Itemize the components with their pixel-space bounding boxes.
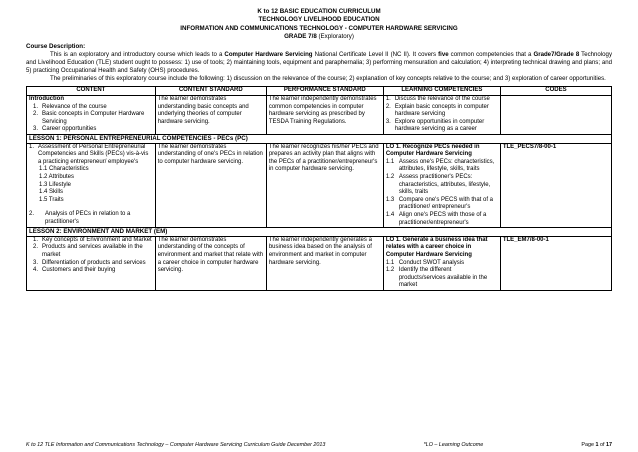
lesson-1-title: LESSON 1: PERSONAL ENTREPRENEURIAL COMPETENCIES - PECs (PC): [27, 135, 612, 144]
desc-text: Technology and Livelihood Education (TLE) student ought to possess: 1) use of tools; 2) maintaining tools, equipment and paraphernalia; 3) performing mensuration and calculation; 4) interpreting technical drawing and plans; and 5) practicing Occupational Health and Safety (OHS) procedures.: [26, 50, 612, 75]
list-item: 2. Analysis of PECs in relation to a practitioner's: [29, 211, 131, 225]
lesson-1-code: TLE_PECS7/8-00-1: [500, 143, 611, 228]
lesson-1-standard-cell: The learner demonstrates understanding of one's PECs in relation to computer hardware servicing.: [155, 143, 266, 228]
header-line-4: [26, 33, 612, 41]
page-number: Page 1 of 17: [581, 442, 612, 448]
lo-item: 1.3 Compare one's PECS with that of a practitioner/ entrepreneur's: [385, 196, 494, 211]
list-item: 3. Explore opportunities in computer hardware servicing as a career: [385, 118, 485, 133]
page-footer: [26, 442, 612, 448]
lesson-1-content-cell: [27, 143, 156, 228]
sub-item: 1.5 Traits: [39, 196, 64, 203]
lo-title: LO 1. Recognize PECs needed in Computer Hardware Servicing: [385, 143, 480, 158]
intro-competencies-cell: [383, 96, 500, 135]
col-header-content: CONTENT: [27, 87, 156, 96]
lesson-2-standard-cell: The learner demonstrates understanding of the concepts of environment and market that relate with a career choice in computer hardware servicing.: [155, 236, 266, 290]
list-item: 2. Products and services available in the market: [33, 244, 143, 258]
col-header-content-standard: CONTENT STANDARD: [155, 87, 266, 96]
curriculum-table: [26, 86, 612, 290]
lesson-2-code: TLE_EM7/8-00-1: [500, 236, 611, 290]
intro-codes-cell: [500, 96, 611, 135]
desc-bold: Grade7/Grade 8: [533, 50, 580, 58]
sub-item: 1.3 Lifestyle: [39, 181, 72, 188]
footer-document-title: K to 12 TLE Information and Communications Technology – Computer Hardware Servicing Curriculum Guide December 2013: [26, 442, 326, 448]
sub-item: 1.2 Attributes: [39, 173, 75, 180]
list-item: 2. Explain basic concepts in computer hardware servicing: [385, 103, 489, 118]
col-header-codes: CODES: [500, 87, 611, 96]
lesson-2-performance-cell: The learner independently generates a business idea based on the analysis of environment and market in computer hardware servicing.: [266, 236, 383, 290]
lesson-1-title-row: [27, 135, 612, 144]
list-item: 1. Discuss the relevance of the course: [385, 96, 490, 103]
list-item: 3. Differentiation of products and services: [33, 259, 146, 266]
lo-item: 1.1 Conduct SWOT analysis: [385, 259, 465, 266]
list-item: 4. Customers and their buying: [33, 267, 116, 274]
list-item: 1. Key concepts of Environment and Market: [33, 236, 152, 243]
sub-item: 1.1 Characteristics: [39, 166, 89, 173]
header-line-1: K to 12 BASIC EDUCATION CURRICULUM: [257, 8, 381, 15]
col-header-learning-competencies: LEARNING COMPETENCIES: [383, 87, 500, 96]
intro-content-cell: [27, 96, 156, 135]
lesson-1-competencies-cell: [383, 143, 500, 228]
intro-performance-cell: The learner independently demonstrates common competencies in computer hardware servicing as prescribed by TESDA Training Regulations.: [266, 96, 383, 135]
lo-item: 1.1 Assess one's PECs: characteristics, attributes, lifestyle, skills, traits: [385, 158, 495, 173]
list-item: 1. Assessment of Personal Entrepreneurial Competencies and Skills (PECs) vis-à-vis a practicing entrepreneur/ employee's: [29, 143, 149, 165]
document-header: [26, 8, 612, 42]
header-line-3: INFORMATION AND COMMUNICATIONS TECHNOLOGY - COMPUTER HARDWARE SERVICING: [180, 24, 458, 32]
grade-note: (Exploratory): [316, 33, 354, 41]
intro-standard-cell: The learner demonstrates understanding basic concepts and underlying theories of computer hardware servicing.: [155, 96, 266, 135]
lo-item: 1.2 Identify the different products/services available in the market: [385, 267, 488, 289]
grade-label: GRADE 7/8: [284, 33, 317, 41]
lesson-2-title-row: [27, 228, 612, 237]
lesson-2-title: LESSON 2: ENVIRONMENT AND MARKET (EM): [27, 228, 612, 237]
course-description-paragraph-1: [26, 51, 612, 76]
footer-lo-note: *LO – Learning Outcome: [423, 442, 484, 448]
intro-title: Introduction: [29, 96, 64, 103]
lesson-2-competencies-cell: [383, 236, 500, 290]
list-item: 3. Career opportunities: [33, 126, 97, 133]
lesson-2-content-cell: [27, 236, 156, 290]
sub-item: 1.4 Skills: [39, 189, 64, 196]
lo-title: LO 1. Generate a business idea that relates with a career choice in Computer Hardware Servicing: [385, 236, 488, 258]
desc-text: This is an exploratory and introductory course which leads to a: [50, 50, 225, 58]
table-row-lesson-2: [27, 236, 612, 290]
lo-item: 1.4 Align one's PECS with those of a practitioner/entrepreneur's: [385, 211, 487, 226]
table-row-introduction: [27, 96, 612, 135]
lo-item: 1.2 Assess practitioner's PECs: characteristics, attributes, lifestyle, skills, traits: [385, 173, 491, 196]
list-item: 1. Relevance of the course: [33, 103, 107, 110]
table-row-lesson-1: [27, 143, 612, 228]
table-header-row: [27, 87, 612, 96]
lesson-1-performance-cell: The learner recognizes his/her PECs and prepares an activity plan that aligns with the PECs of a practitioner/entrepreneur's in computer hardware servicing.: [266, 143, 383, 228]
list-item: 2. Basic concepts in Computer Hardware Servicing: [33, 111, 145, 125]
col-header-performance-standard: PERFORMANCE STANDARD: [266, 87, 383, 96]
desc-bold: Computer Hardware Servicing: [224, 50, 313, 58]
course-description-label: Course Description:: [26, 42, 86, 50]
desc-text: National Certificate Level II (NC II). It covers: [312, 50, 439, 58]
header-line-2: TECHNOLOGY LIVELIHOOD EDUCATION: [258, 16, 380, 24]
desc-bold: five: [438, 50, 449, 58]
desc-text: common competencies that a: [448, 50, 534, 58]
course-description-paragraph-2: The preliminaries of this exploratory course include the following: 1) discussion on the relevance of the course; 2) explanation of key concepts relative to the course; and 3) exploration of career opportunities.: [50, 75, 606, 83]
